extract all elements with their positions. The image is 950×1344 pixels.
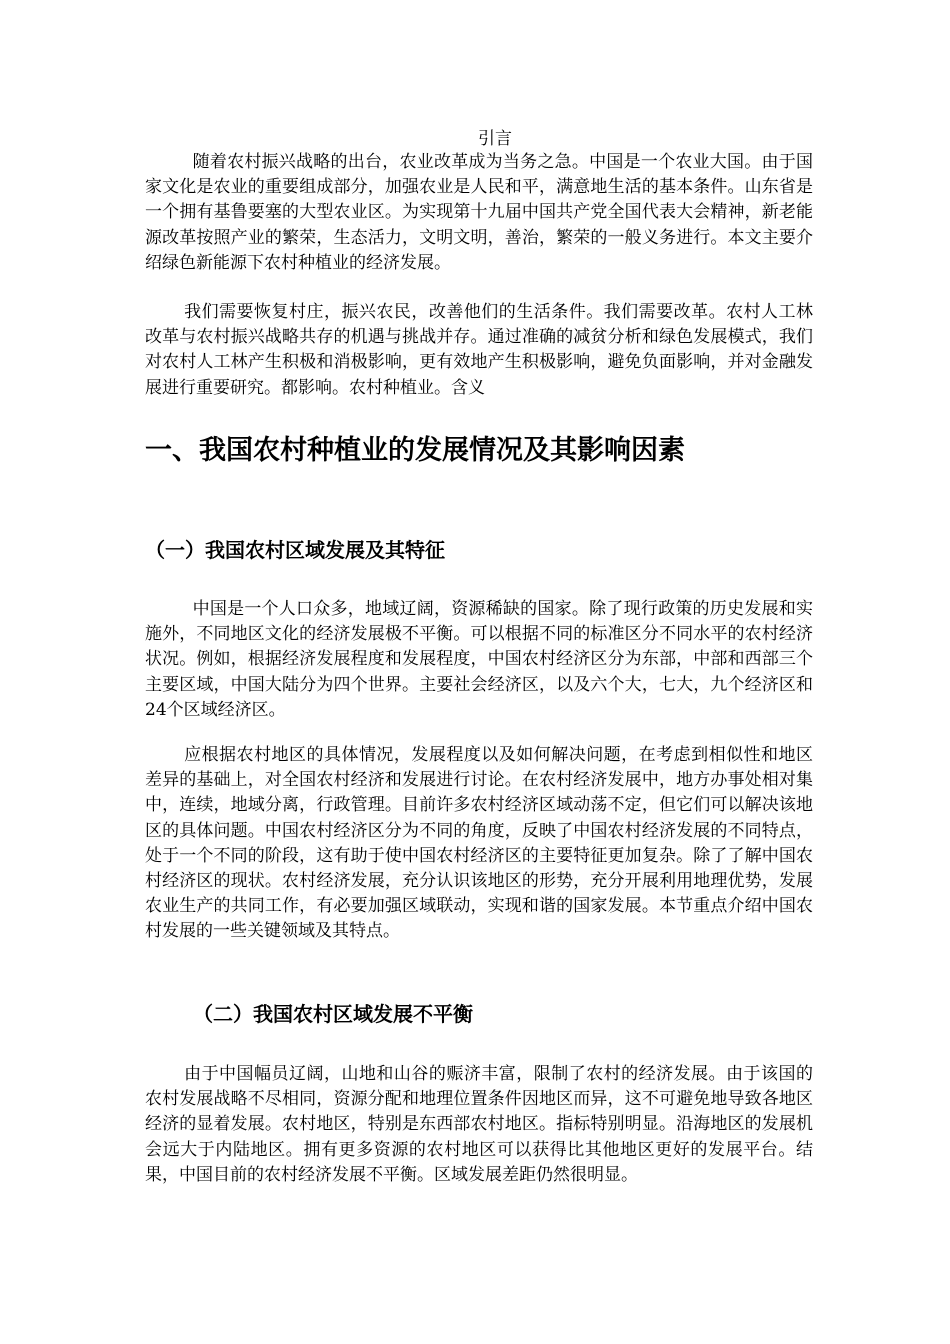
intro-paragraph-2: 我们需要恢复村庄，振兴农民，改善他们的生活条件。我们需要改革。农村人工林改革与农村振兴战略共存的机遇与挑战并存。通过准确的减贫分析和绿色发展模式，我们对农村人工林产生积极和消极影响，更有效地产生积极影响，避免负面影响，并对金融发展进行重要研究。都影响。农村种植业。含义 — [145, 302, 813, 398]
subsection-heading-1: （一）我国农村区域发展及其特征 — [145, 538, 445, 562]
subsection-1-paragraph-2: 应根据农村地区的具体情况，发展程度以及如何解决问题，在考虑到相似性和地区差异的基础上，对全国农村经济和发展进行讨论。在农村经济发展中，地方办事处相对集中，连续，地域分离，行政管理。目前许多农村经济区域动荡不定，但它们可以解决该地区的具体问题。中国农村经济区分为不同的角度，反映了中国农村经济发展的不同特点，处于一个不同的阶段，这有助于使中国农村经济区的主要特征更加复杂。除了了解中国农村经济区的现状。农村经济发展，充分认识该地区的形势，充分开展利用地理优势，发展农业生产的共同工作，有必要加强区域联动，实现和谐的国家发展。本节重点介绍中国农村发展的一些关键领域及其特点。 — [145, 745, 813, 942]
intro-title: 引言 — [478, 129, 512, 149]
subsection-heading-2: （二）我国农村区域发展不平衡 — [193, 1002, 473, 1026]
section-heading-1: 一、我国农村种植业的发展情况及其影响因素 — [145, 435, 685, 466]
intro-paragraph-1: 随着农村振兴战略的出台，农业改革成为当务之急。中国是一个农业大国。由于国家文化是农业的重要组成部分，加强农业是人民和平，满意地生活的基本条件。山东省是一个拥有基鲁要塞的大型农业区。为实现第十九届中国共产党全国代表大会精神，新老能源改革按照产业的繁荣，生态活力，文明文明，善治，繁荣的一般义务进行。本文主要介绍绿色新能源下农村种植业的经济发展。 — [145, 152, 813, 273]
subsection-1-paragraph-1: 中国是一个人口众多，地域辽阔，资源稀缺的国家。除了现行政策的历史发展和实施外，不同地区文化的经济发展极不平衡。可以根据不同的标准区分不同水平的农村经济状况。例如，根据经济发展程度和发展程度，中国农村经济区分为东部，中部和西部三个主要区域，中国大陆分为四个世界。主要社会经济区，以及六个大，七大，九个经济区和24个区域经济区。 — [145, 599, 813, 720]
subsection-2-paragraph-1: 由于中国幅员辽阔，山地和山谷的赈济丰富，限制了农村的经济发展。由于该国的农村发展战略不尽相同，资源分配和地理位置条件因地区而异，这不可避免地导致各地区经济的显着发展。农村地区，特别是东西部农村地区。指标特别明显。沿海地区的发展机会远大于内陆地区。拥有更多资源的农村地区可以获得比其他地区更好的发展平台。结果，中国目前的农村经济发展不平衡。区域发展差距仍然很明显。 — [145, 1064, 813, 1185]
